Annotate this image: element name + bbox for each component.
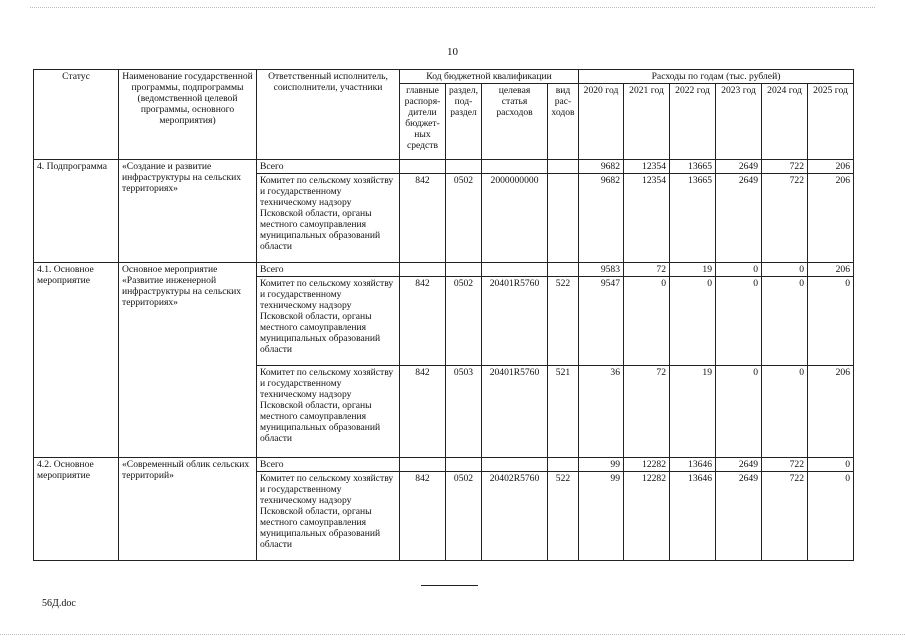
type-cell: 522 [548,277,579,366]
header-budget-code: Код бюджетной квалификации [400,70,579,84]
target-cell [482,263,548,277]
total-label: Всего [257,160,400,174]
total-value-cell: 13665 [670,160,716,174]
value-cell: 206 [808,366,854,458]
total-value-cell: 206 [808,263,854,277]
value-cell: 0 [716,277,762,366]
section-cell [446,160,482,174]
footnote-rule [421,585,478,586]
value-cell: 0 [624,277,670,366]
value-cell: 99 [579,472,624,561]
total-value-cell: 72 [624,263,670,277]
section-cell: 0503 [446,366,482,458]
value-cell: 13665 [670,174,716,263]
target-cell [482,458,548,472]
grbs-cell: 842 [400,277,446,366]
section-cell: 0502 [446,174,482,263]
total-row [34,263,854,277]
value-cell: 12354 [624,174,670,263]
scan-edge-bottom [0,634,905,635]
executor-cell: Комитет по сельскому хозяйству и государственному техническому надзору Псковской области, органы местного самоуправления муниципальных образований области [257,472,400,561]
page-number: 10 [447,46,458,58]
type-cell: 521 [548,366,579,458]
value-cell: 2649 [716,472,762,561]
grbs-cell [400,160,446,174]
status-cell: 4.2. Основное мероприятие [34,458,119,561]
total-label: Всего [257,458,400,472]
header-name: Наименование государственной программы, подпрограммы (ведомственной целевой программы, основного мероприятия) [119,70,257,160]
total-value-cell: 9682 [579,160,624,174]
target-cell [482,160,548,174]
total-value-cell: 19 [670,263,716,277]
program-name-cell: Основное мероприятие «Развитие инженерной инфраструктуры на сельских территориях» [119,263,257,458]
header-grbs: главные распоря-дители бюджет-ных средств [400,84,446,160]
grbs-cell [400,458,446,472]
total-row [34,458,854,472]
header-status: Статус [34,70,119,160]
type-cell: 522 [548,472,579,561]
value-cell: 0 [670,277,716,366]
value-cell: 722 [762,174,808,263]
executor-cell: Комитет по сельскому хозяйству и государственному техническому надзору Псковской области, органы местного самоуправления муниципальных образований области [257,277,400,366]
value-cell: 72 [624,366,670,458]
value-cell: 0 [808,472,854,561]
total-value-cell: 12354 [624,160,670,174]
section-cell: 0502 [446,277,482,366]
status-cell: 4. Подпрограмма [34,160,119,263]
value-cell: 12282 [624,472,670,561]
section-cell: 0502 [446,472,482,561]
header-row [34,70,854,84]
budget-table [33,69,854,561]
total-value-cell: 2649 [716,458,762,472]
target-cell: 20402R5760 [482,472,548,561]
grbs-cell: 842 [400,472,446,561]
header-type: вид рас-ходов [548,84,579,160]
total-value-cell: 206 [808,160,854,174]
total-value-cell: 0 [762,263,808,277]
program-name-cell: «Создание и развитие инфраструктуры на сельских территориях» [119,160,257,263]
total-value-cell: 0 [716,263,762,277]
header-section: раздел, под-раздел [446,84,482,160]
total-value-cell: 722 [762,160,808,174]
program-name-cell: «Современный облик сельских территорий» [119,458,257,561]
value-cell: 13646 [670,472,716,561]
header-year-2022: 2022 год [670,84,716,160]
target-cell: 20401R5760 [482,277,548,366]
total-value-cell: 12282 [624,458,670,472]
value-cell: 0 [762,366,808,458]
executor-cell: Комитет по сельскому хозяйству и государственному техническому надзору Псковской области, органы местного самоуправления муниципальных образований области [257,366,400,458]
value-cell: 0 [808,277,854,366]
type-cell [548,263,579,277]
header-year-2023: 2023 год [716,84,762,160]
total-row [34,160,854,174]
header-year-2025: 2025 год [808,84,854,160]
value-cell: 36 [579,366,624,458]
header-expenses: Расходы по годам (тыс. рублей) [579,70,854,84]
total-value-cell: 2649 [716,160,762,174]
value-cell: 9547 [579,277,624,366]
header-year-2020: 2020 год [579,84,624,160]
type-cell [548,160,579,174]
value-cell: 0 [716,366,762,458]
grbs-cell: 842 [400,174,446,263]
target-cell: 2000000000 [482,174,548,263]
section-cell [446,263,482,277]
total-value-cell: 99 [579,458,624,472]
footer-filename: 56Д.doc [42,598,76,609]
status-cell: 4.1. Основное мероприятие [34,263,119,458]
section-cell [446,458,482,472]
total-value-cell: 13646 [670,458,716,472]
total-value-cell: 0 [808,458,854,472]
total-value-cell: 722 [762,458,808,472]
header-year-2021: 2021 год [624,84,670,160]
grbs-cell [400,263,446,277]
header-year-2024: 2024 год [762,84,808,160]
scan-edge-top [30,7,875,8]
value-cell: 722 [762,472,808,561]
value-cell: 2649 [716,174,762,263]
value-cell: 0 [762,277,808,366]
executor-cell: Комитет по сельскому хозяйству и государственному техническому надзору Псковской области, органы местного самоуправления муниципальных образований области [257,174,400,263]
target-cell: 20401R5760 [482,366,548,458]
grbs-cell: 842 [400,366,446,458]
type-cell [548,458,579,472]
total-value-cell: 9583 [579,263,624,277]
header-target: целевая статья расходов [482,84,548,160]
type-cell [548,174,579,263]
total-label: Всего [257,263,400,277]
value-cell: 19 [670,366,716,458]
header-responsible: Ответственный исполнитель, соисполнители, участники [257,70,400,160]
value-cell: 9682 [579,174,624,263]
value-cell: 206 [808,174,854,263]
